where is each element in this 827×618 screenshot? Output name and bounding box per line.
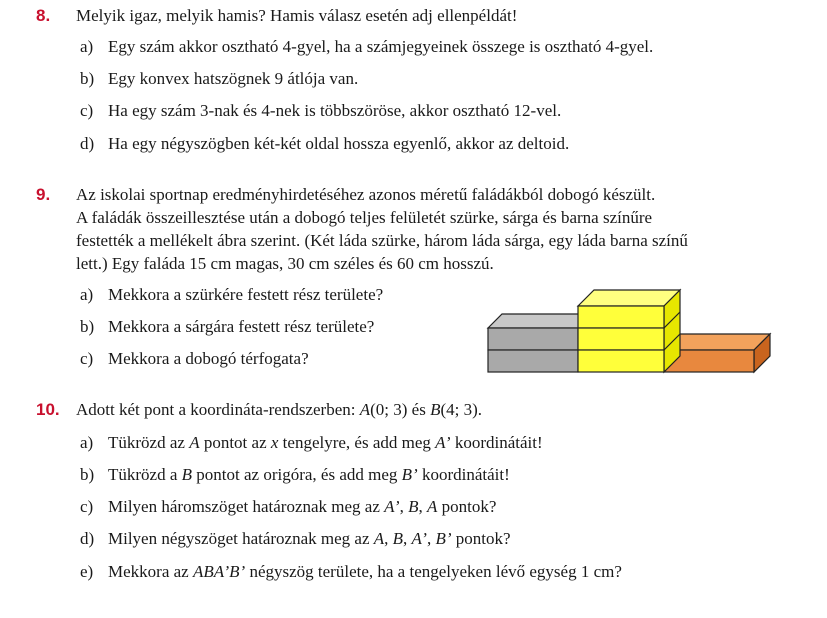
text-segment: Milyen háromszöget határoznak meg az bbox=[108, 497, 385, 516]
point-variable: A bbox=[373, 529, 385, 548]
item-text: Egy szám akkor osztható 4-gyel, ha a számjegyeinek összege is osztható 4-gyel. bbox=[108, 37, 654, 56]
problem-number: 10. bbox=[36, 400, 60, 419]
text-segment: Tükrözd a bbox=[108, 465, 182, 484]
yellow-crate-top bbox=[578, 306, 664, 328]
item-label: a) bbox=[80, 37, 94, 56]
gray-crates bbox=[488, 314, 592, 372]
gray-top-face bbox=[488, 314, 592, 328]
point-variable: A bbox=[426, 497, 438, 516]
text-segment: koordinátáit! bbox=[450, 433, 543, 452]
text-segment: (4; 3). bbox=[440, 400, 483, 419]
item-label: e) bbox=[80, 562, 94, 581]
point-variable: B bbox=[408, 497, 419, 516]
point-variable: B’ bbox=[435, 529, 452, 548]
point-variable: A bbox=[189, 433, 200, 452]
item-text: Mekkora a sárgára festett rész területe? bbox=[108, 317, 375, 336]
text-segment: koordinátáit! bbox=[417, 465, 510, 484]
text-segment: Mekkora az bbox=[108, 562, 193, 581]
text-segment: , bbox=[418, 497, 427, 516]
list-item bbox=[80, 37, 653, 57]
item-text: Ha egy szám 3-nak és 4-nek is többszöröse, akkor osztható 12-vel. bbox=[108, 101, 562, 120]
text-segment: pontok? bbox=[437, 497, 497, 516]
text-segment: pontok? bbox=[451, 529, 511, 548]
item-label: b) bbox=[80, 69, 95, 88]
item-label: a) bbox=[80, 285, 94, 304]
paragraph-line: lett.) Egy faláda 15 cm magas, 30 cm széles és 60 cm hosszú. bbox=[76, 254, 494, 273]
problem-number: 8. bbox=[36, 6, 51, 25]
axis-variable: x bbox=[270, 433, 279, 452]
question-text bbox=[76, 398, 482, 421]
list-item bbox=[80, 497, 496, 517]
item-text: Mekkora a szürkére festett rész területe? bbox=[108, 285, 384, 304]
yellow-crate-bottom bbox=[578, 350, 664, 372]
text-segment: négyszög területe, ha a tengelyeken lévő egység 1 cm? bbox=[245, 562, 622, 581]
text-segment: (0; 3) bbox=[370, 400, 408, 419]
text-segment: , bbox=[384, 529, 393, 548]
point-variable: A bbox=[359, 400, 371, 419]
item-label: b) bbox=[80, 317, 95, 336]
text-segment: pontot az origóra, és add meg bbox=[192, 465, 402, 484]
item-label: d) bbox=[80, 134, 95, 153]
item-text: Mekkora a dobogó térfogata? bbox=[108, 349, 309, 368]
list-item bbox=[80, 465, 510, 485]
item-text: Ha egy négyszögben két-két oldal hossza egyenlő, akkor az deltoid. bbox=[108, 134, 570, 153]
text-segment: , bbox=[426, 529, 436, 548]
item-text: Egy konvex hatszögnek 9 átlója van. bbox=[108, 69, 359, 88]
point-variable: B bbox=[392, 529, 404, 548]
item-label: b) bbox=[80, 465, 95, 484]
list-item bbox=[80, 285, 383, 305]
podium-figure bbox=[486, 286, 776, 376]
problem-number: 9. bbox=[36, 185, 51, 204]
list-item bbox=[80, 433, 543, 453]
list-item bbox=[80, 317, 374, 337]
item-label: a) bbox=[80, 433, 94, 452]
list-item bbox=[80, 562, 622, 582]
paragraph-line: festették a mellékelt ábra szerint. (Két láda szürke, három láda sárga, egy láda barna színű bbox=[76, 231, 688, 250]
text-segment: és bbox=[407, 400, 431, 419]
paragraph-line: Az iskolai sportnap eredményhirdetéséhez azonos méretű faládákból dobogó készült. bbox=[76, 185, 656, 204]
list-item bbox=[80, 101, 561, 121]
point-variable: ABA’B’ bbox=[192, 562, 246, 581]
list-item bbox=[80, 134, 569, 154]
point-variable: A’ bbox=[435, 433, 451, 452]
text-segment: Tükrözd az bbox=[108, 433, 190, 452]
point-variable: A’ bbox=[384, 497, 400, 516]
text-segment: tengelyre, és add meg bbox=[278, 433, 436, 452]
item-label: c) bbox=[80, 497, 94, 516]
paragraph-line: A faládák összeillesztése után a dobogó teljes felületét szürke, sárga és barna színűre bbox=[76, 208, 653, 227]
list-item bbox=[80, 349, 309, 369]
gray-crate-lower bbox=[488, 350, 578, 372]
yellow-crates bbox=[578, 290, 680, 372]
question-text: Melyik igaz, melyik hamis? Hamis válasz esetén adj ellenpéldát! bbox=[76, 6, 518, 25]
text-segment: Adott két pont a koordináta-rendszerben: bbox=[76, 400, 360, 419]
text-segment: , bbox=[403, 529, 412, 548]
item-label: c) bbox=[80, 349, 94, 368]
list-item bbox=[80, 529, 511, 549]
yellow-crate-middle bbox=[578, 328, 664, 350]
text-segment: Milyen négyszöget határoznak meg az bbox=[108, 529, 374, 548]
point-variable: B’ bbox=[401, 465, 418, 484]
item-label: d) bbox=[80, 529, 95, 548]
point-variable: B bbox=[181, 465, 193, 484]
text-segment: , bbox=[399, 497, 409, 516]
point-variable: A’ bbox=[411, 529, 427, 548]
text-segment: pontot az bbox=[199, 433, 271, 452]
yellow-top-face bbox=[578, 290, 680, 306]
item-label: c) bbox=[80, 101, 94, 120]
gray-crate-upper bbox=[488, 328, 578, 350]
point-variable: B bbox=[430, 400, 441, 419]
list-item bbox=[80, 69, 358, 89]
